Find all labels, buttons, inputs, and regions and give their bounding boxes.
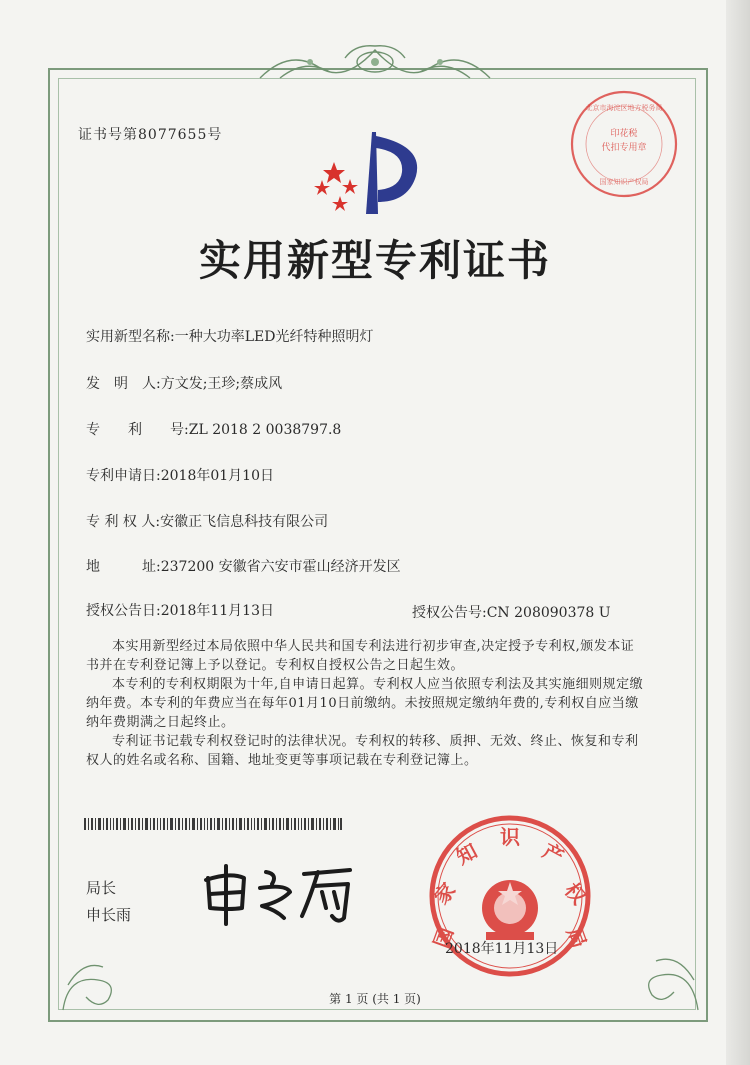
svg-text:产: 产 xyxy=(538,838,568,870)
utility-model-name-value: 一种大功率LED光纤特种照明灯 xyxy=(174,329,374,345)
filing-date-label: 专利申请日: xyxy=(86,468,161,484)
patentee-value: 安徽正飞信息科技有限公司 xyxy=(160,514,329,530)
filing-date-value: 2018年01月10日 xyxy=(160,468,274,484)
signatory-name: 申长雨 xyxy=(86,906,132,924)
address-row xyxy=(86,556,401,576)
tax-stamp xyxy=(568,88,680,200)
stamp-line-1: 北京市海淀区地方税务局 xyxy=(585,104,663,112)
grant-date-value: 2018年11月13日 xyxy=(160,603,274,619)
scan-edge xyxy=(726,0,750,1065)
patentee-row xyxy=(86,511,328,531)
stamp-line-2: 印花税 xyxy=(610,129,638,139)
inventor-value: 方文发;王珍;蔡成风 xyxy=(160,376,283,392)
svg-text:权: 权 xyxy=(559,878,591,909)
inventor-label: 发 明 人: xyxy=(86,376,161,392)
grant-number-label: 授权公告号: xyxy=(412,605,487,621)
top-ornament xyxy=(250,38,500,86)
patent-number-row xyxy=(86,419,341,439)
patent-number-label: 专 利 号: xyxy=(86,422,189,438)
page-title: 实用新型专利证书 xyxy=(198,236,551,285)
grant-date-label: 授权公告日: xyxy=(86,603,161,619)
barcode xyxy=(84,818,342,830)
certificate-number: 证书号第8077655号 xyxy=(78,127,223,143)
patent-number-value: ZL 2018 2 0038797.8 xyxy=(188,422,342,438)
address-value: 237200 安徽省六安市霍山经济开发区 xyxy=(160,559,401,575)
body-paragraph: 专利证书记载专利权登记时的法律状况。专利权的转移、质押、无效、终止、恢复和专利权人的姓名或名称、国籍、地址变更等事项记载在专利登记簿上。 xyxy=(86,734,639,768)
inventor-row xyxy=(86,373,282,393)
svg-text:国: 国 xyxy=(428,924,459,952)
utility-model-name-label: 实用新型名称: xyxy=(86,329,175,345)
cnipa-logo xyxy=(312,124,430,218)
filing-date-row xyxy=(86,465,274,485)
svg-text:家: 家 xyxy=(429,878,461,909)
stamp-line-4: 国家知识产权局 xyxy=(599,178,649,186)
svg-text:识: 识 xyxy=(500,825,520,849)
body-paragraph: 本专利的专利权期限为十年,自申请日起算。专利权人应当依照专利法及其实施细则规定缴纳年费。本专利的年费应当在每年01月10日前缴纳。未按照规定缴纳年费的,专利权自应当缴纳年费期满之日起终止。 xyxy=(86,677,644,730)
patentee-label: 专 利 权 人: xyxy=(86,514,161,530)
stamp-line-3: 代扣专用章 xyxy=(601,143,647,153)
svg-text:知: 知 xyxy=(452,838,482,870)
certificate-body xyxy=(86,637,646,770)
signatory-title: 局长 xyxy=(86,879,117,897)
handwritten-signature xyxy=(200,858,360,930)
address-label: 地 址: xyxy=(86,559,161,575)
grant-number-value: CN 208090378 U xyxy=(486,605,611,621)
body-paragraph: 本实用新型经过本局依照中华人民共和国专利法进行初步审查,决定授予专利权,颁发本证书并在专利登记簿上予以登记。专利权自授权公告之日起生效。 xyxy=(86,639,635,673)
page-footer: 第 1 页 (共 1 页) xyxy=(329,992,421,1006)
seal-date: 2018年11月13日 xyxy=(445,941,559,957)
svg-text:局: 局 xyxy=(561,924,592,952)
grant-number-row xyxy=(412,602,611,622)
grant-date-row xyxy=(86,600,274,620)
utility-model-name-row xyxy=(86,326,373,346)
